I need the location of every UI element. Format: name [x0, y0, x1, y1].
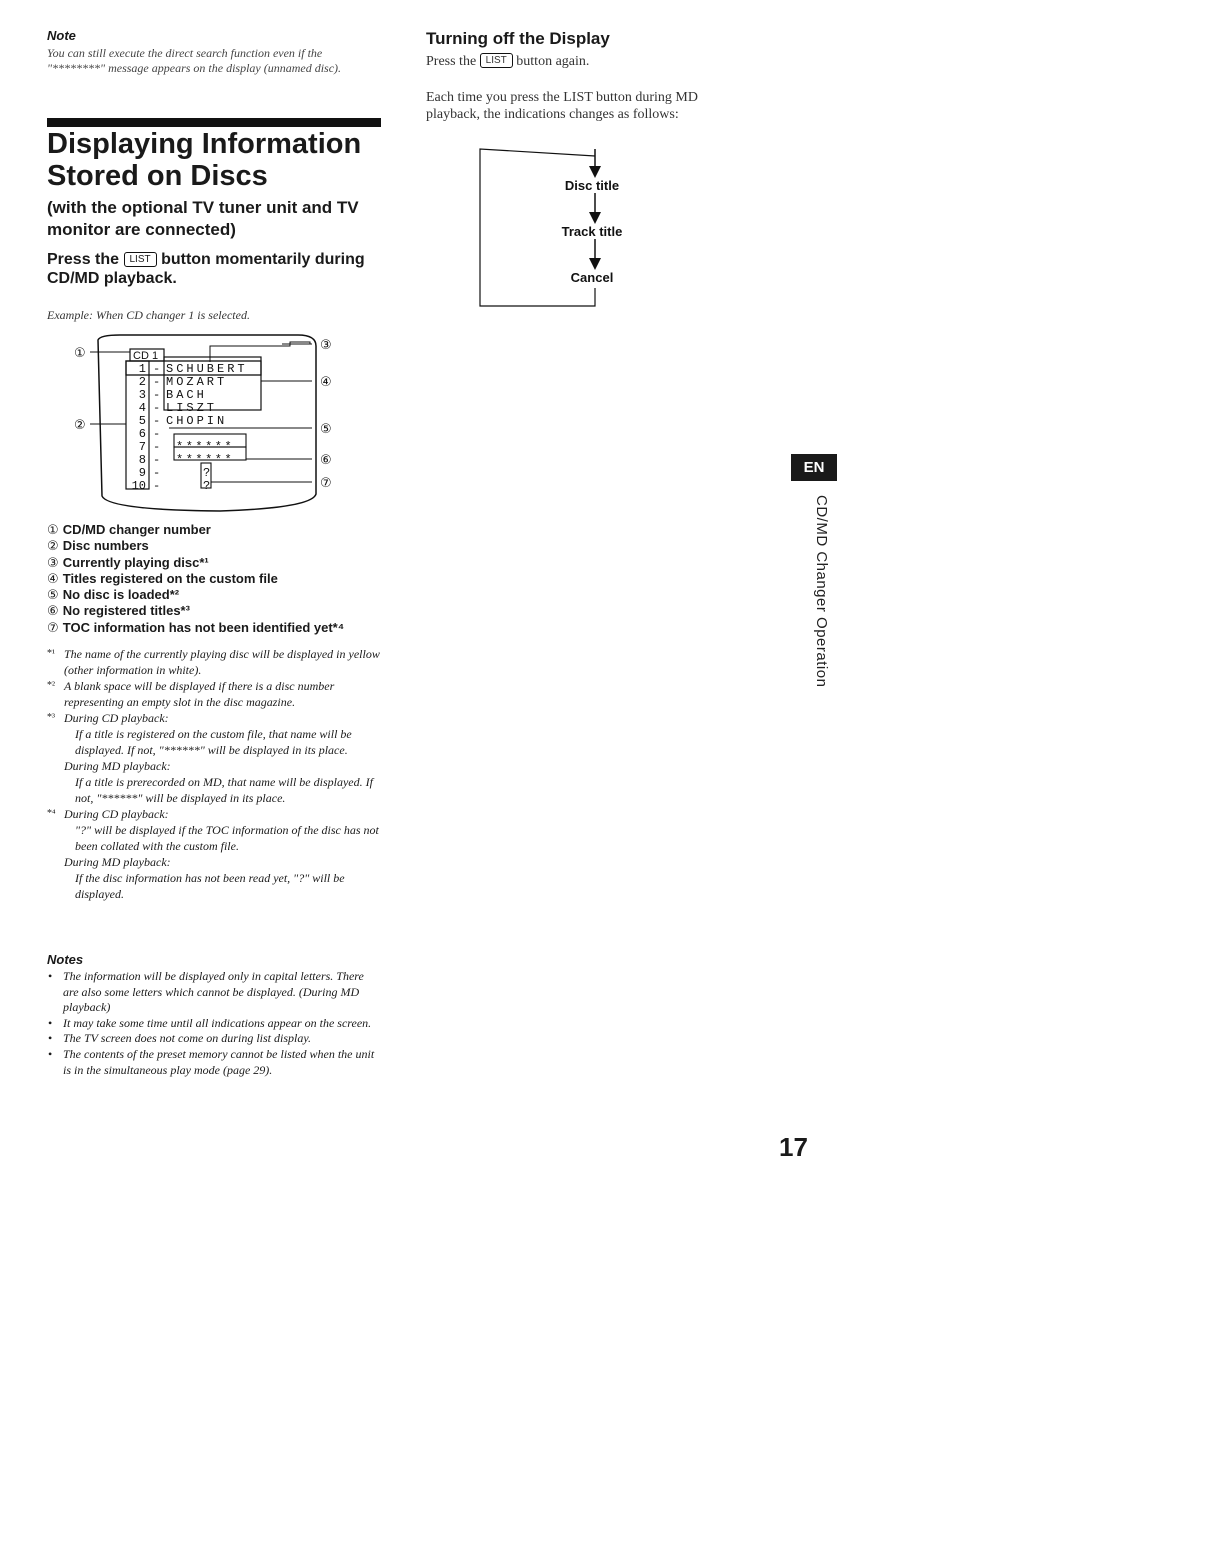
page-number: 17	[779, 1132, 808, 1162]
footnote-4: *⁴ During CD playback: "?" will be displayed if the TOC information of the disc has not been collated with the custom file. During MD playback: If the disc information has not been read yet, "?" will be displayed.	[47, 806, 382, 902]
disc-title: BACH	[166, 388, 207, 402]
list-key-icon: LIST	[124, 252, 157, 267]
bullet-icon: •	[48, 1031, 53, 1046]
disc-number: 8	[138, 453, 146, 467]
footnote-1: *¹ The name of the currently playing disc will be displayed in yellow (other information in white).	[47, 647, 380, 677]
note-item: • The TV screen does not come on during list display.	[48, 1031, 311, 1046]
row-dash: -	[153, 388, 161, 402]
bullet-icon: •	[48, 1015, 53, 1030]
legend-text: TOC information has not been identified yet*⁴	[62, 619, 345, 635]
legend-text: No disc is loaded*²	[62, 587, 180, 603]
legend-number: ②	[47, 539, 63, 555]
legend-item	[47, 620, 387, 636]
disc-number: 1	[138, 362, 146, 376]
section-rule	[47, 118, 381, 127]
legend-text: No registered titles*³	[62, 603, 190, 619]
legend-number: ⑥	[47, 604, 63, 620]
legend-text: Currently playing disc*¹	[62, 554, 209, 570]
callout-7: ⑦	[320, 476, 332, 491]
callout-2: ②	[74, 418, 86, 433]
callout-4: ④	[320, 375, 332, 390]
footnote-3-md-head: During MD playback:	[64, 759, 171, 773]
disc-number: 2	[138, 375, 146, 389]
instruction	[47, 250, 377, 288]
side-section-label: CD/MD Changer Operation	[813, 495, 830, 688]
flow-step-disc-title: Disc title	[564, 178, 620, 193]
disc-title: SCHUBERT	[166, 362, 248, 376]
row-dash: -	[153, 440, 161, 454]
bullet-icon: •	[48, 1046, 53, 1061]
turn-off-heading: Turning off the Display	[426, 29, 610, 48]
callout-1: ①	[74, 346, 86, 361]
footnote-3-md: If a title is prerecorded on MD, that name will be displayed. If not, "******" will be displayed in its place.	[75, 775, 373, 805]
legend-item	[47, 571, 387, 587]
flow-step-cancel: Cancel	[570, 270, 614, 285]
instruction-part1: Press the	[47, 251, 120, 268]
footnote-4-md: If the disc information has not been read yet, "?" will be displayed.	[75, 871, 345, 901]
note-body: You can still execute the direct search function even if the "********" message appears on the display (unnamed disc).	[47, 46, 342, 75]
disc-title: ******	[176, 453, 235, 467]
legend-item	[47, 538, 387, 554]
callout-3: ③	[320, 338, 332, 353]
legend-number: ⑦	[47, 620, 63, 636]
note-item: • The information will be displayed only in capital letters. There are also some letters which cannot be displayed. (During MD playback)	[48, 969, 364, 1015]
press-again-text: Press the LIST button again.	[426, 54, 590, 69]
row-dash: -	[153, 466, 161, 480]
disc-title: CHOPIN	[166, 414, 228, 428]
callout-6: ⑥	[320, 453, 332, 468]
footnote-3-cd-head: During CD playback:	[64, 711, 169, 725]
disc-title: ******	[176, 440, 235, 454]
footnote-4-cd-head: During CD playback:	[64, 807, 169, 821]
footnote-4-cd: "?" will be displayed if the TOC information of the disc has not been collated with the custom file.	[75, 823, 379, 853]
disc-title: LISZT	[166, 401, 218, 415]
row-dash: -	[153, 362, 161, 376]
legend-text: Titles registered on the custom file	[62, 570, 278, 586]
disc-number: 6	[138, 427, 146, 441]
legend-number: ③	[47, 555, 63, 571]
each-time-text: Each time you press the LIST button during MD playback, the indications changes as follows:	[426, 90, 698, 122]
legend-item	[47, 522, 387, 538]
note-heading: Note	[47, 28, 76, 43]
legend-text: Disc numbers	[62, 538, 149, 554]
disc-title: ?	[203, 466, 211, 480]
row-dash: -	[153, 375, 161, 389]
disc-number: 9	[138, 466, 146, 480]
tv-screen-diagram	[60, 330, 360, 518]
legend-item	[47, 555, 387, 571]
footnote-3-cd: If a title is registered on the custom file, that name will be displayed. If not, "******" will be displayed in its place.	[75, 727, 352, 757]
legend-number: ①	[47, 523, 63, 538]
disc-number: 7	[138, 440, 146, 454]
legend	[47, 522, 387, 636]
flow-step-track-title: Track title	[561, 224, 623, 239]
note-item: • The contents of the preset memory cannot be listed when the unit is in the simultaneous play mode (page 29).	[48, 1046, 375, 1077]
disc-number: 3	[138, 388, 146, 402]
footnote-2: *² A blank space will be displayed if there is a disc number representing an empty slot in the disc magazine.	[47, 679, 335, 709]
changer-label: CD 1	[133, 350, 159, 362]
footnote-3: *³ During CD playback: If a title is registered on the custom file, that name will be displayed. If not, "******" will be displayed in its place. During MD playback: If a title is prerecorded on MD, that name will be displayed. If not, "******" will be displayed in its place.	[47, 710, 382, 806]
example-caption: Example: When CD changer 1 is selected.	[47, 308, 250, 322]
disc-number: 5	[138, 414, 146, 428]
bullet-icon: •	[48, 969, 53, 983]
disc-number: 4	[138, 401, 146, 415]
legend-number: ④	[47, 571, 63, 587]
section-subtitle: (with the optional TV tuner unit and TV monitor are connected)	[47, 198, 359, 239]
instruction-part2: button momentarily during CD/MD playback.	[47, 251, 365, 287]
disc-number: 10	[131, 479, 146, 493]
note-item: • It may take some time until all indications appear on the screen.	[48, 1015, 372, 1030]
row-dash: -	[153, 479, 161, 493]
footnote-4-md-head: During MD playback:	[64, 855, 171, 869]
legend-text: CD/MD changer number	[62, 522, 211, 537]
callout-5: ⑤	[320, 422, 332, 437]
disc-title: ?	[203, 479, 211, 493]
row-dash: -	[153, 414, 161, 428]
legend-item	[47, 603, 387, 619]
row-dash: -	[153, 427, 161, 441]
footnotes	[47, 646, 382, 902]
list-key-icon: LIST	[480, 53, 513, 68]
disc-title: MOZART	[166, 375, 228, 389]
row-dash: -	[153, 401, 161, 415]
display-cycle-flow	[479, 148, 629, 310]
legend-number: ⑤	[47, 588, 63, 604]
language-tab: EN	[791, 454, 837, 481]
legend-item	[47, 587, 387, 603]
notes-list	[47, 969, 382, 1078]
section-title: Displaying Information Stored on Discs	[47, 128, 362, 192]
callout-3-line	[210, 342, 310, 362]
row-dash: -	[153, 453, 161, 467]
notes-heading: Notes	[47, 952, 84, 967]
